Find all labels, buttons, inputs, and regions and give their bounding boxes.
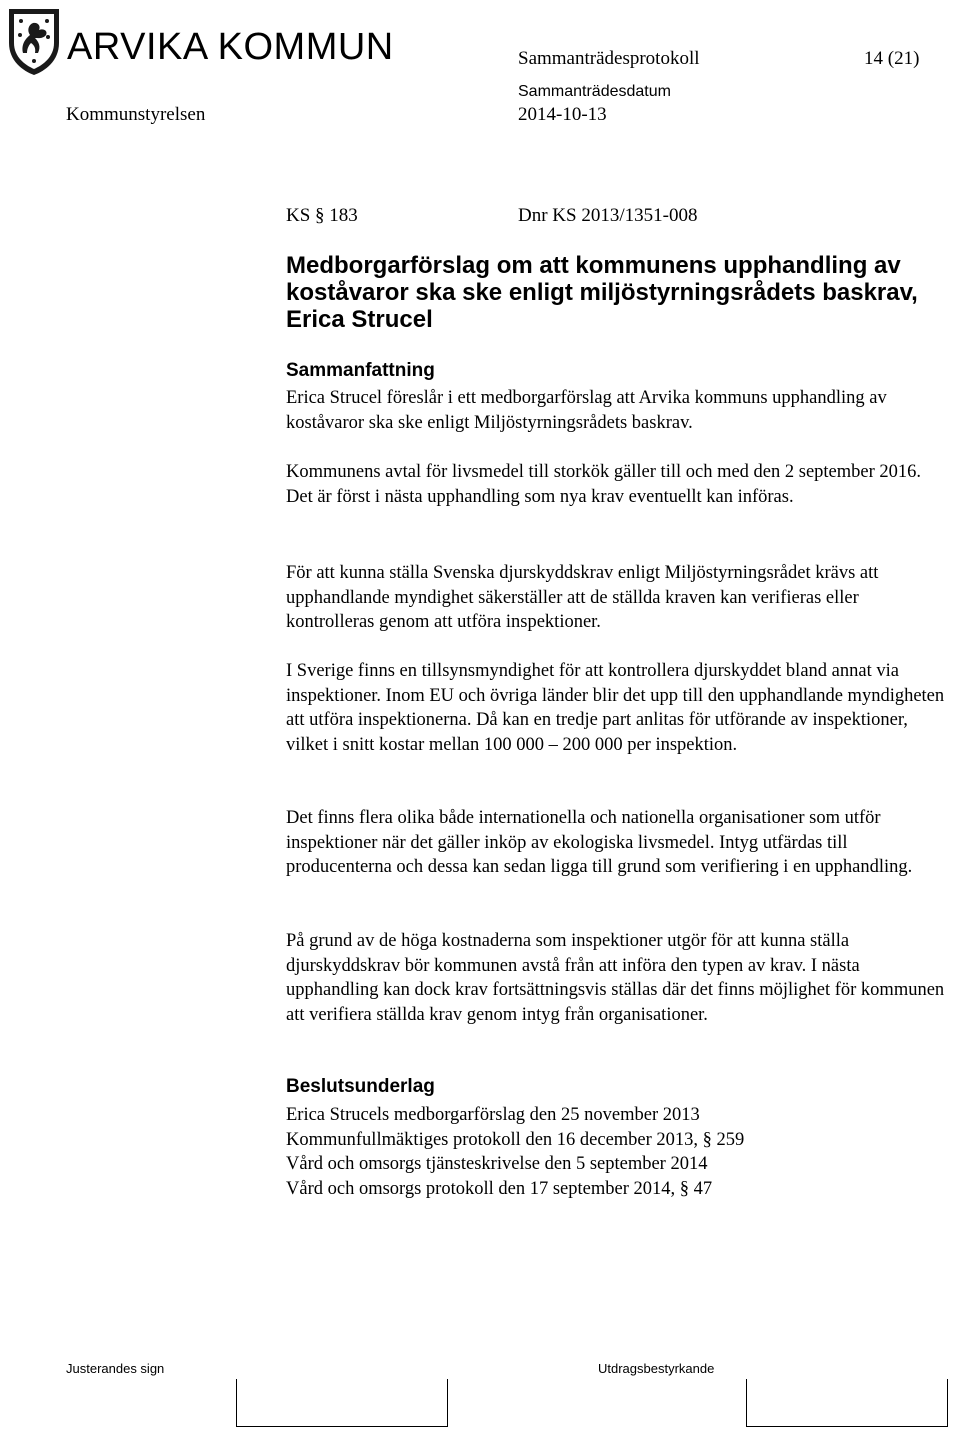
page-title: Medborgarförslag om att kommunens upphandling av koståvaror ska ske enligt miljöstyrningsrådets baskrav, Erica Strucel: [286, 252, 918, 333]
meeting-date: 2014-10-13: [518, 104, 607, 125]
paragraph-6: På grund av de höga kostnaderna som inspektioner utgör för att kunna ställa djurskyddskrav bör kommunen avstå från att införa den typen av krav. I nästa upphandling kan dock krav fortsättningsvis ställas där det finns möjlighet för kommunen att verifiera ställda krav genom intyg från organisationer.: [286, 931, 945, 1025]
summary-heading: Sammanfattning: [286, 360, 435, 381]
paragraph-1: Erica Strucel föreslår i ett medborgarförslag att Arvika kommuns upphandling av koståvaror ska ske enligt Miljöstyrningsrådets baskrav.: [286, 388, 887, 433]
list-item: Kommunfullmäktiges protokoll den 16 december 2013, § 259: [286, 1129, 745, 1150]
org-name: ARVIKA KOMMUN: [67, 26, 394, 68]
document-type: Sammanträdesprotokoll: [518, 48, 700, 69]
signature-label: Justerandes sign: [66, 1361, 165, 1376]
municipality-logo: [5, 5, 394, 85]
list-item: Vård och omsorgs protokoll den 17 september 2014, § 47: [286, 1178, 713, 1199]
certification-box: [746, 1379, 948, 1427]
paragraph-2: Kommunens avtal för livsmedel till storkök gäller till och med den 2 september 2016. Det är först i nästa upphandling som nya krav eventuellt kan införas.: [286, 462, 922, 507]
basis-list: [286, 1103, 946, 1201]
page-number: 14 (21): [864, 48, 920, 69]
case-dnr: Dnr KS 2013/1351-008: [518, 205, 698, 226]
committee-name: Kommunstyrelsen: [66, 104, 206, 125]
signature-box: [236, 1379, 448, 1427]
case-number: KS § 183: [286, 205, 358, 226]
paragraph-5: Det finns flera olika både internationella och nationella organisationer som utför inspektioner när det gäller inköp av ekologiska livsmedel. Intyg utfärdas till producenterna och dessa kan sedan ligga till grund som verifiering i en upphandling.: [286, 808, 913, 877]
list-item: Erica Strucels medborgarförslag den 25 november 2013: [286, 1105, 700, 1125]
meeting-date-label: Sammanträdesdatum: [518, 83, 671, 100]
basis-heading: Beslutsunderlag: [286, 1076, 435, 1097]
paragraph-4: I Sverige finns en tillsynsmyndighet för att kontrollera djurskyddet bland annat via inspektioner. Inom EU och övriga länder blir det upp till den upphandlande myndigheten att utföra inspektionerna. Då kan en tredje part anlitas för utförande av inspektioner, vilket i snitt kostar mellan 100 000 – 200 000 per inspektion.: [286, 661, 945, 755]
paragraph-3: För att kunna ställa Svenska djurskyddskrav enligt Miljöstyrningsrådet krävs att upphandlande myndighet säkerställer att de ställda kraven kan verifieras eller kontrolleras genom att utföra inspektioner.: [286, 563, 879, 632]
coat-of-arms-icon: [5, 5, 63, 77]
extract-certification-label: Utdragsbestyrkande: [598, 1361, 715, 1376]
list-item: Vård och omsorgs tjänsteskrivelse den 5 september 2014: [286, 1154, 708, 1174]
